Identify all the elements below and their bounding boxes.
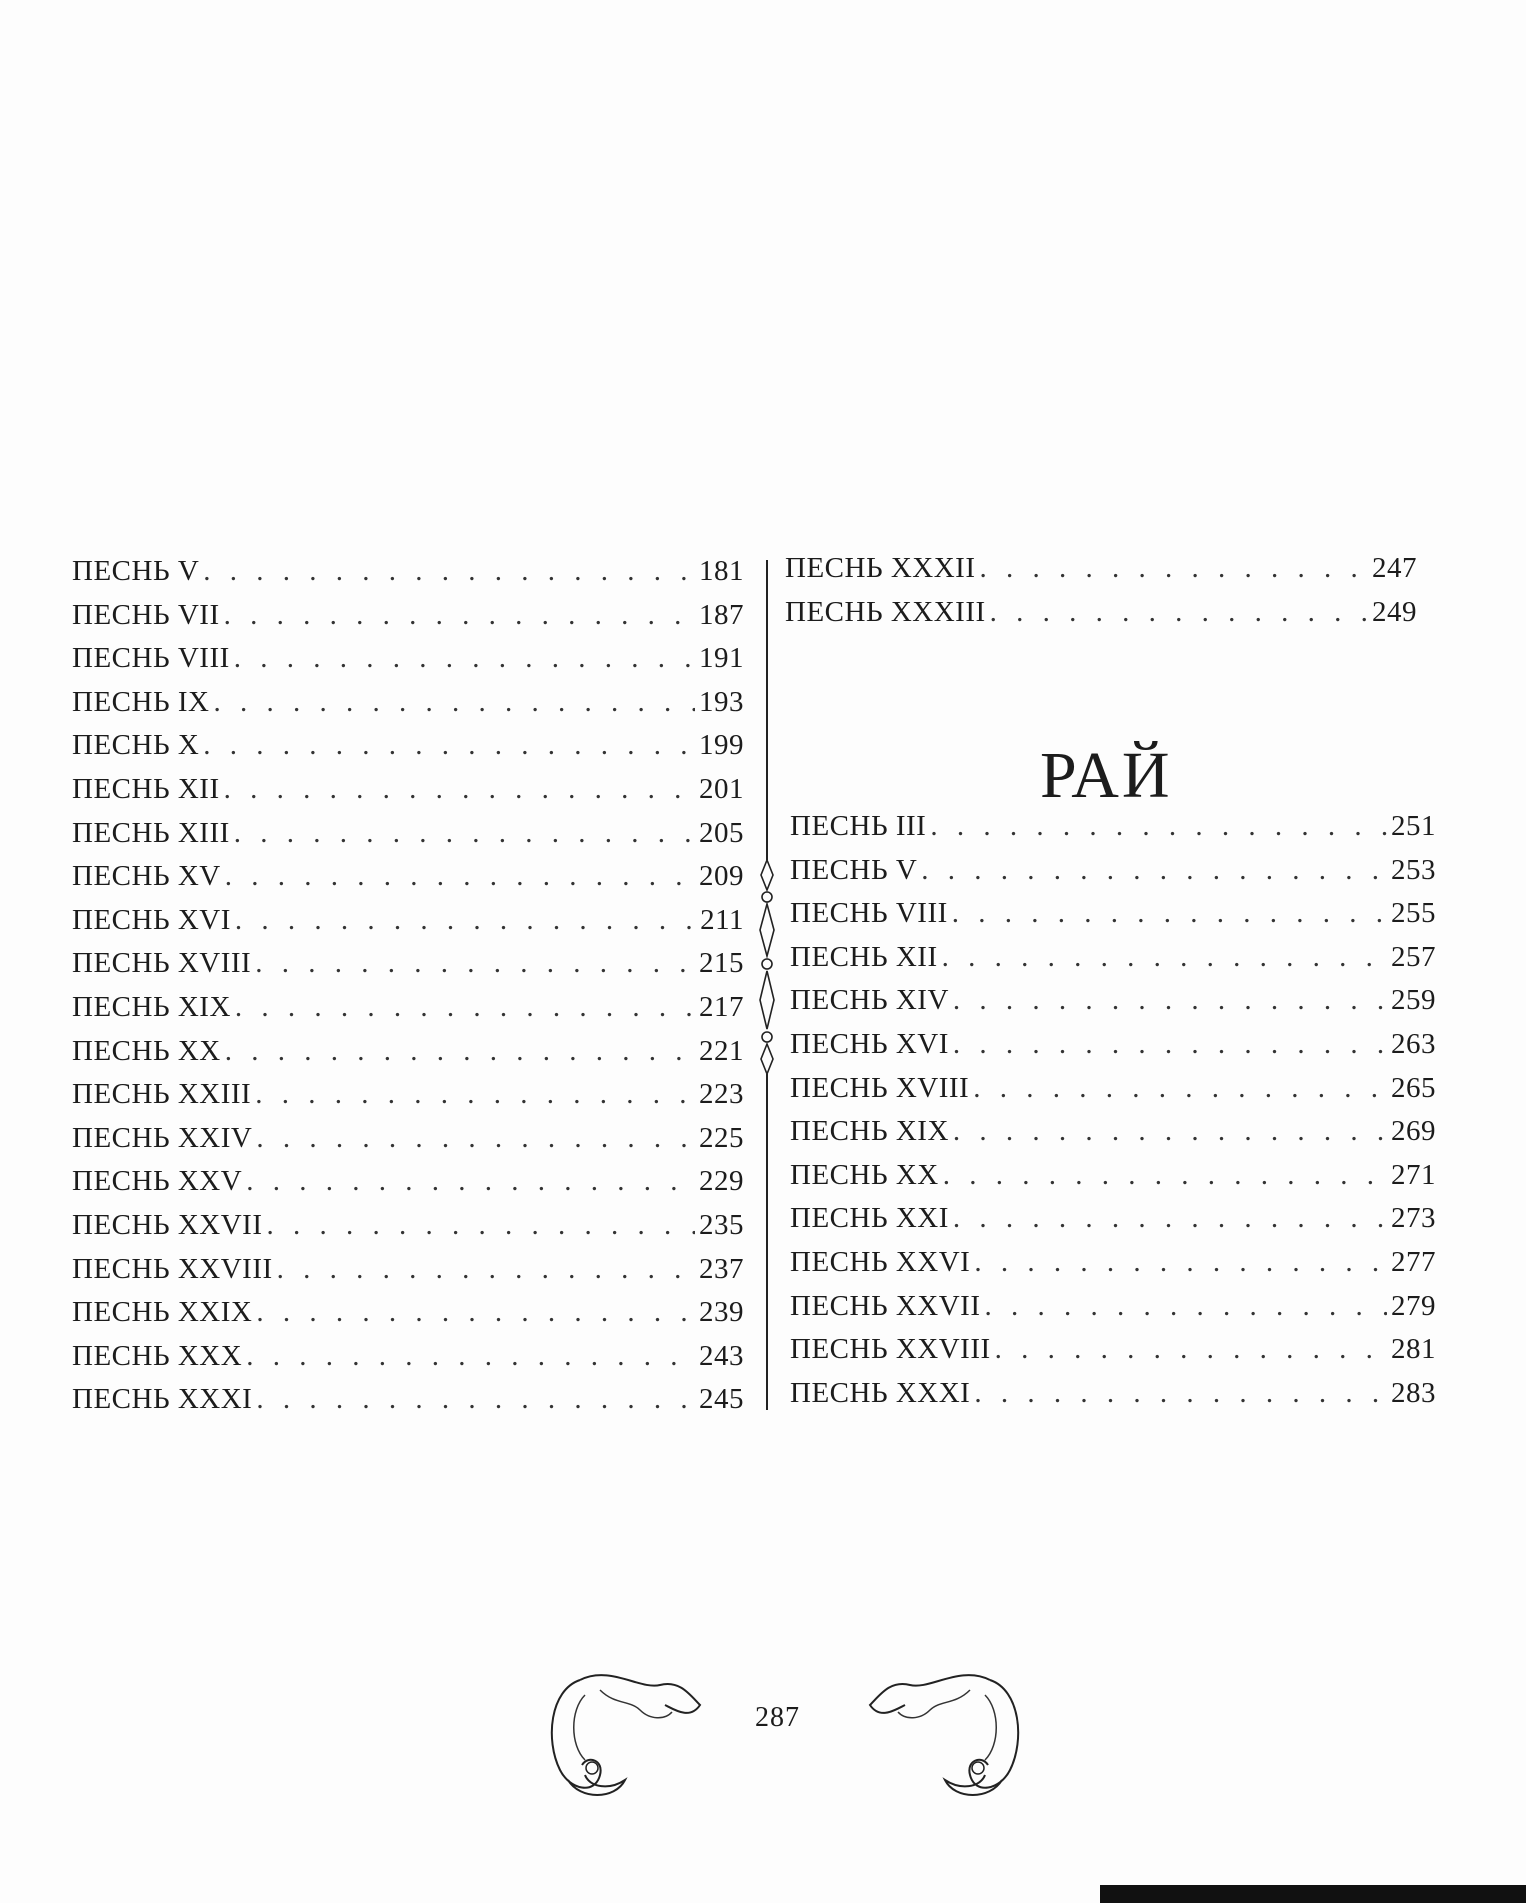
toc-entry — [72, 686, 744, 730]
toc-entry — [72, 860, 744, 904]
scan-edge-shadow — [1100, 1885, 1526, 1903]
toc-entry-page: 181 — [699, 555, 744, 587]
toc-entry-label: ПЕСНЬ VII — [72, 598, 220, 631]
dot-leader — [953, 1115, 1387, 1148]
acanthus-scroll-icon — [860, 1650, 1030, 1810]
dot-leader — [213, 686, 695, 719]
dot-leader — [203, 555, 695, 588]
toc-entry-label: ПЕСНЬ XXVII — [790, 1289, 981, 1322]
toc-entry-label: ПЕСНЬ XIV — [790, 984, 949, 1017]
toc-entry-page: 243 — [699, 1339, 744, 1372]
toc-entry-label: ПЕСНЬ X — [72, 729, 200, 762]
toc-entry — [790, 1028, 1436, 1072]
toc-entry — [72, 1078, 744, 1122]
toc-entry — [72, 642, 744, 686]
toc-entry-page: 265 — [1391, 1071, 1436, 1104]
dot-leader — [921, 854, 1387, 887]
toc-entry-label: ПЕСНЬ XXXI — [790, 1376, 971, 1409]
toc-entry-label: ПЕСНЬ XXVIII — [790, 1333, 991, 1366]
toc-entry-page: 205 — [699, 816, 744, 849]
toc-entry-page: 255 — [1391, 897, 1436, 930]
toc-entry-page: 279 — [1391, 1289, 1436, 1322]
dot-leader — [234, 817, 695, 850]
dot-leader — [225, 860, 695, 893]
dot-leader — [973, 1072, 1387, 1105]
toc-entry-page: 215 — [699, 947, 744, 980]
toc-entry-page: 223 — [699, 1078, 744, 1111]
toc-entry — [72, 1122, 744, 1166]
toc-entry-page: 237 — [699, 1252, 744, 1285]
dot-leader — [943, 1159, 1387, 1192]
dot-leader — [985, 1290, 1388, 1323]
dot-leader — [974, 1377, 1387, 1410]
toc-entry — [790, 1115, 1436, 1159]
toc-entry-label: ПЕСНЬ XXVI — [790, 1245, 971, 1278]
toc-entry-label: ПЕСНЬ VIII — [72, 642, 230, 675]
toc-right-column-bottom — [790, 810, 1436, 1420]
toc-entry-page: 249 — [1372, 595, 1417, 628]
toc-entry — [72, 1383, 744, 1427]
toc-entry-label: ПЕСНЬ XXXII — [785, 552, 976, 584]
toc-entry-label: ПЕСНЬ XXVII — [72, 1208, 263, 1241]
toc-entry-label: ПЕСНЬ XX — [72, 1034, 221, 1067]
toc-entry-label: ПЕСНЬ XXIII — [72, 1078, 252, 1111]
toc-entry-label: ПЕСНЬ XVIII — [790, 1071, 970, 1104]
dot-leader — [256, 1296, 695, 1329]
toc-entry-label: ПЕСНЬ XXXI — [72, 1383, 253, 1416]
toc-entry-label: ПЕСНЬ XXV — [72, 1165, 243, 1198]
toc-entry-page: 217 — [699, 990, 744, 1023]
toc-entry — [72, 904, 744, 948]
toc-entry-label: ПЕСНЬ XV — [72, 860, 221, 893]
acanthus-scroll-icon — [540, 1650, 710, 1810]
dot-leader — [246, 1165, 695, 1198]
toc-entry-label: ПЕСНЬ XVI — [790, 1027, 949, 1060]
toc-entry-page: 283 — [1391, 1376, 1436, 1409]
column-divider — [752, 560, 782, 1410]
toc-entry-label: ПЕСНЬ XXIV — [72, 1121, 253, 1154]
toc-entry-label: ПЕСНЬ VIII — [790, 897, 948, 930]
toc-entry-page: 251 — [1391, 810, 1436, 842]
toc-entry — [790, 1159, 1436, 1203]
toc-entry-label: ПЕСНЬ XVI — [72, 903, 231, 936]
dot-leader — [952, 897, 1387, 930]
toc-entry — [785, 552, 1417, 596]
toc-entry-label: ПЕСНЬ V — [790, 853, 918, 886]
dot-leader — [235, 904, 696, 937]
toc-entry — [790, 897, 1436, 941]
dot-leader — [995, 1333, 1387, 1366]
toc-entry — [72, 991, 744, 1035]
toc-entry — [72, 1340, 744, 1384]
toc-entry-page: 277 — [1391, 1245, 1436, 1278]
dot-leader — [990, 596, 1368, 629]
toc-entry-page: 257 — [1391, 940, 1436, 973]
toc-entry — [72, 1035, 744, 1079]
toc-entry-label: ПЕСНЬ IX — [72, 685, 210, 718]
toc-entry-page: 239 — [699, 1296, 744, 1329]
toc-entry — [72, 1253, 744, 1297]
dot-leader — [235, 991, 695, 1024]
toc-entry-label: ПЕСНЬ XII — [790, 940, 938, 973]
toc-entry-label: ПЕСНЬ XII — [72, 772, 220, 805]
toc-left-column — [72, 555, 744, 1427]
toc-entry — [72, 1296, 744, 1340]
toc-entry — [72, 729, 744, 773]
dot-leader — [953, 1202, 1387, 1235]
dot-leader — [277, 1253, 695, 1286]
toc-entry-label: ПЕСНЬ XIII — [72, 816, 230, 849]
dot-leader — [974, 1246, 1387, 1279]
dot-leader — [256, 1383, 695, 1416]
dot-leader — [953, 1028, 1387, 1061]
toc-entry-label: ПЕСНЬ XVIII — [72, 947, 252, 980]
toc-entry-page: 281 — [1391, 1333, 1436, 1366]
dot-leader — [255, 947, 695, 980]
toc-entry-page: 187 — [699, 598, 744, 631]
dot-leader — [980, 552, 1369, 585]
toc-entry-page: 191 — [699, 642, 744, 675]
toc-entry-page: 225 — [699, 1121, 744, 1154]
toc-entry-label: ПЕСНЬ XIX — [72, 990, 231, 1023]
toc-entry — [790, 1290, 1436, 1334]
dot-leader — [203, 729, 695, 762]
dot-leader — [930, 810, 1387, 843]
toc-entry-page: 263 — [1391, 1027, 1436, 1060]
toc-entry — [790, 1377, 1436, 1421]
toc-entry-page: 253 — [1391, 853, 1436, 886]
toc-entry — [785, 596, 1417, 640]
dot-leader — [224, 773, 695, 806]
dot-leader — [953, 984, 1387, 1017]
toc-entry — [790, 941, 1436, 985]
dot-leader — [224, 599, 695, 632]
dot-leader — [942, 941, 1387, 974]
toc-entry — [72, 1209, 744, 1253]
toc-entry-page: 259 — [1391, 984, 1436, 1017]
toc-entry — [790, 810, 1436, 854]
toc-entry — [72, 773, 744, 817]
dot-leader — [256, 1122, 695, 1155]
toc-entry-page: 271 — [1391, 1158, 1436, 1191]
dot-leader — [267, 1209, 696, 1242]
toc-entry-label: ПЕСНЬ XIX — [790, 1115, 949, 1148]
toc-entry — [790, 1246, 1436, 1290]
dot-leader — [225, 1035, 695, 1068]
toc-entry — [790, 984, 1436, 1028]
toc-entry-page: 229 — [699, 1165, 744, 1198]
toc-entry — [72, 817, 744, 861]
toc-entry-page: 201 — [699, 772, 744, 805]
dot-leader — [246, 1340, 695, 1373]
toc-entry — [72, 555, 744, 599]
dot-leader — [255, 1078, 695, 1111]
toc-entry-label: ПЕСНЬ XXXIII — [785, 595, 986, 628]
toc-entry-label: ПЕСНЬ III — [790, 810, 927, 842]
toc-entry-page: 235 — [699, 1208, 744, 1241]
toc-entry-label: ПЕСНЬ XX — [790, 1158, 939, 1191]
toc-entry-label: ПЕСНЬ XXIX — [72, 1296, 253, 1329]
toc-entry — [790, 854, 1436, 898]
toc-entry — [790, 1072, 1436, 1116]
toc-entry-label: ПЕСНЬ XXI — [790, 1202, 949, 1235]
toc-entry — [790, 1333, 1436, 1377]
toc-entry — [790, 1202, 1436, 1246]
toc-entry-page: 209 — [699, 860, 744, 893]
toc-entry-page: 245 — [699, 1383, 744, 1416]
toc-entry-page: 269 — [1391, 1115, 1436, 1148]
toc-entry-page: 199 — [699, 729, 744, 762]
toc-entry-page: 193 — [699, 685, 744, 718]
toc-entry-label: ПЕСНЬ V — [72, 555, 200, 587]
toc-entry — [72, 599, 744, 643]
toc-entry-page: 247 — [1372, 552, 1417, 584]
page-number: 287 — [755, 1702, 800, 1733]
toc-entry-page: 211 — [700, 903, 744, 936]
toc-entry-label: ПЕСНЬ XXVIII — [72, 1252, 273, 1285]
toc-entry — [72, 947, 744, 991]
section-title-paradise: РАЙ — [1040, 739, 1173, 812]
toc-entry-label: ПЕСНЬ XXX — [72, 1339, 243, 1372]
toc-right-column-top — [785, 552, 1417, 639]
dot-leader — [234, 642, 695, 675]
toc-entry-page: 273 — [1391, 1202, 1436, 1235]
toc-entry-page: 221 — [699, 1034, 744, 1067]
toc-entry — [72, 1165, 744, 1209]
